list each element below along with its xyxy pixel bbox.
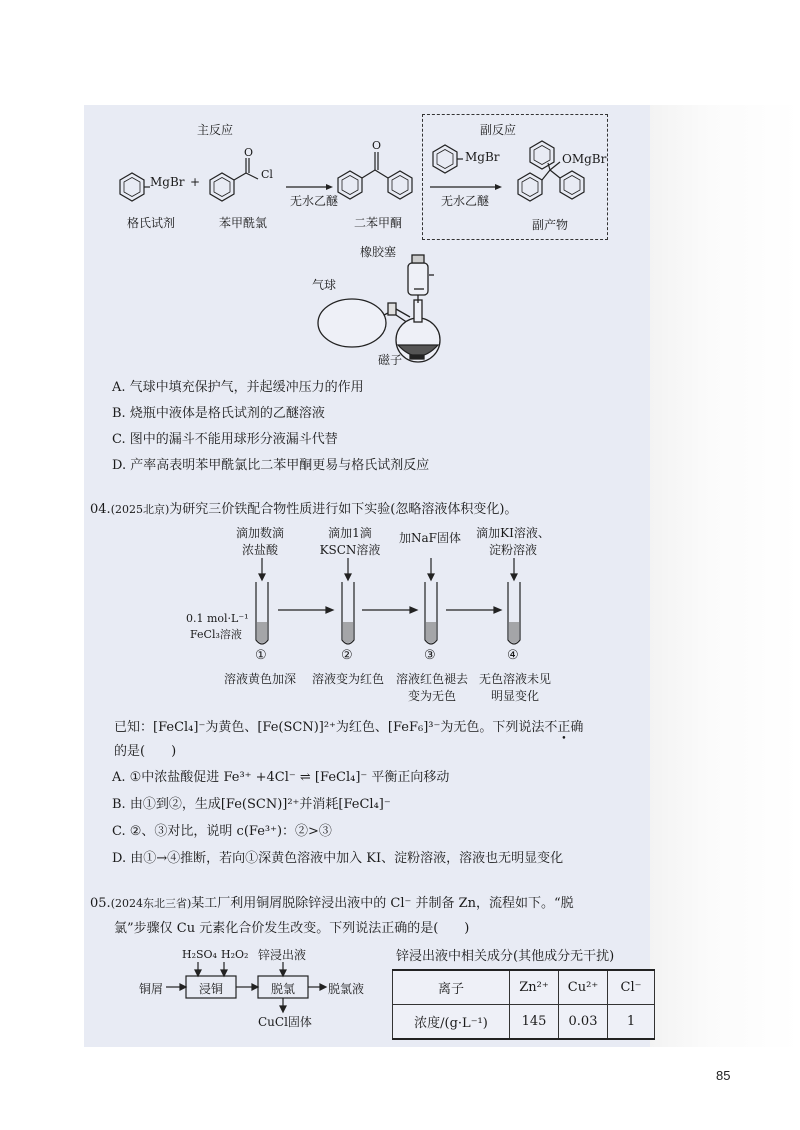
test-tube-sequence xyxy=(240,556,540,652)
q5-number: 05. xyxy=(90,896,111,911)
q3-option-c: C. 图中的漏斗不能用球形分液漏斗代替 xyxy=(112,432,338,447)
header-zn: Zn²⁺ xyxy=(510,970,559,1005)
omgbr-label: OMgBr xyxy=(562,152,607,166)
obs-4-line-1: 无色溶液未见 xyxy=(478,672,551,686)
obs-4-line-2: 明显变化 xyxy=(490,689,539,703)
add-2-line-2: KSCN溶液 xyxy=(319,543,381,557)
fecl3-label: FeCl₃溶液 xyxy=(190,628,242,641)
flow-h2o2: H₂O₂ xyxy=(221,948,249,961)
tube-num-1: ① xyxy=(255,648,267,663)
benzophenone-name: 二苯甲酮 xyxy=(354,216,403,230)
q5-source: (2024东北三省) xyxy=(110,897,192,910)
q3-option-b: B. 烧瓶中液体是格氏试剂的乙醚溶液 xyxy=(112,406,325,421)
mgbr-label-2: MgBr xyxy=(465,150,500,164)
ion-table xyxy=(392,969,655,1040)
add-1-line-1: 滴加数滴 xyxy=(235,526,284,540)
obs-2-line-1: 溶液变为红色 xyxy=(311,672,384,686)
header-ion: 离子 xyxy=(393,970,510,1005)
observation-3 xyxy=(390,670,474,704)
q4-source: (2025北京) xyxy=(110,503,170,516)
rubber-plug-label: 橡胶塞 xyxy=(360,245,397,259)
flow-product: 脱氯液 xyxy=(328,982,365,996)
cell-cu-value: 0.03 xyxy=(559,1005,608,1040)
table-header-row xyxy=(393,970,655,1005)
obs-3-line-1: 溶液红色褪去 xyxy=(395,672,468,686)
flow-zn-leach: 锌浸出液 xyxy=(258,948,307,962)
q5-stem-line-2: 氯”步骤仅 Cu 元素化合价发生改变。下列说法正确的是( ) xyxy=(114,921,470,936)
oxygen-label-1: O xyxy=(244,146,254,159)
obs-3-line-2: 变为无色 xyxy=(407,689,456,703)
observation-4 xyxy=(473,670,557,704)
q3-option-a: A. 气球中填充保护气，并起缓冲压力的作用 xyxy=(112,380,364,395)
oxygen-label-2: O xyxy=(372,139,382,152)
q5-stem-text-1: 某工厂利用铜屑脱除锌浸出液中的 Cl⁻ 并制备 Zn，流程如下。“脱 xyxy=(191,896,574,911)
benzoyl-chloride-structure xyxy=(210,158,258,201)
side-reaction-label: 副反应 xyxy=(480,123,517,137)
q5-stem-line-1 xyxy=(90,892,574,911)
page-number: 85 xyxy=(716,1068,731,1083)
flow-box-dechlor: 脱氯 xyxy=(270,982,295,996)
q3-option-d: D. 产率高表明苯甲酰氯比二苯甲酮更易与格氏试剂反应 xyxy=(112,458,430,473)
page-margin-shadow xyxy=(650,105,800,1047)
q4-stem-text: 为研究三价铁配合物性质进行如下实验(忽略溶液体积变化)。 xyxy=(169,502,518,517)
add-1-line-2: 浓盐酸 xyxy=(241,543,278,557)
stir-bar-label: 磁子 xyxy=(378,353,403,367)
q4-option-c: C. ②、③对比，说明 c(Fe³⁺)：②>③ xyxy=(112,824,332,839)
q4-stem xyxy=(90,498,517,517)
cell-zn-value: 145 xyxy=(510,1005,559,1040)
benzoyl-chloride-name: 苯甲酰氯 xyxy=(219,216,268,230)
add-4-line-2: 淀粉溶液 xyxy=(488,543,537,557)
plus-sign: + xyxy=(190,175,201,189)
q4-known-text: 已知：[FeCl₄]⁻为黄色、[Fe(SCN)]²⁺为红色、[FeF₆]³⁻为无色。下列说法 xyxy=(114,720,545,735)
add-2-line-1: 滴加1滴 xyxy=(328,526,372,540)
q4-add-4 xyxy=(470,524,556,558)
q4-add-1 xyxy=(228,524,292,558)
observation-2 xyxy=(306,670,390,687)
flow-cu-scrap: 铜屑 xyxy=(139,982,164,996)
grignard-name: 格氏试剂 xyxy=(127,216,176,230)
cell-concentration-label: 浓度/(g·L⁻¹) xyxy=(393,1005,510,1040)
q4-known-line-2: 的是( ) xyxy=(114,744,177,759)
add-4-line-1: 滴加KI溶液、 xyxy=(476,526,550,540)
q4-option-d: D. 由①→④推断，若向①深黄色溶液中加入 KI、淀粉溶液，溶液也无明显变化 xyxy=(112,851,564,866)
main-reaction-label: 主反应 xyxy=(197,123,234,137)
table-row xyxy=(393,1005,655,1040)
phenyl-ring-2 xyxy=(433,145,463,173)
byproduct-structure xyxy=(518,141,584,201)
add-3-line-1: 加NaF固体 xyxy=(399,531,461,545)
q4-add-2 xyxy=(314,524,386,558)
concentration-label: 0.1 mol·L⁻¹ xyxy=(186,612,249,625)
flow-box-leach: 浸铜 xyxy=(198,982,223,996)
byproduct-name: 副产物 xyxy=(532,218,569,232)
arrow-condition-2: 无水乙醚 xyxy=(441,194,490,208)
header-cl: Cl⁻ xyxy=(608,970,655,1005)
phenyl-ring-1 xyxy=(120,173,150,201)
table-title: 锌浸出液中相关成分(其他成分无干扰) xyxy=(396,949,615,964)
obs-1-line-1: 溶液黄色加深 xyxy=(223,672,296,686)
q4-known-line xyxy=(114,716,583,735)
mgbr-label-1: MgBr xyxy=(150,175,185,189)
q4-emphasis: 不正确 xyxy=(544,720,584,735)
chlorine-label: Cl xyxy=(261,168,273,181)
tube-num-4: ④ xyxy=(507,648,519,663)
q4-number: 04. xyxy=(90,502,111,517)
q4-add-3 xyxy=(396,529,464,546)
q4-option-a: A. ①中浓盐酸促进 Fe³⁺ +4Cl⁻ ⇌ [FeCl₄]⁻ 平衡正向移动 xyxy=(112,770,450,785)
flow-cucl: CuCl固体 xyxy=(258,1015,312,1029)
header-cu: Cu²⁺ xyxy=(559,970,608,1005)
balloon-label: 气球 xyxy=(312,278,337,292)
tube-num-3: ③ xyxy=(424,648,436,663)
arrow-condition-1: 无水乙醚 xyxy=(290,194,339,208)
cell-cl-value: 1 xyxy=(608,1005,655,1040)
q4-option-b: B. 由①到②，生成[Fe(SCN)]²⁺并消耗[FeCl₄]⁻ xyxy=(112,797,391,812)
flow-h2so4: H₂SO₄ xyxy=(182,948,217,961)
tube-num-2: ② xyxy=(341,648,353,663)
benzophenone-structure xyxy=(338,152,412,199)
observation-1 xyxy=(218,670,302,687)
